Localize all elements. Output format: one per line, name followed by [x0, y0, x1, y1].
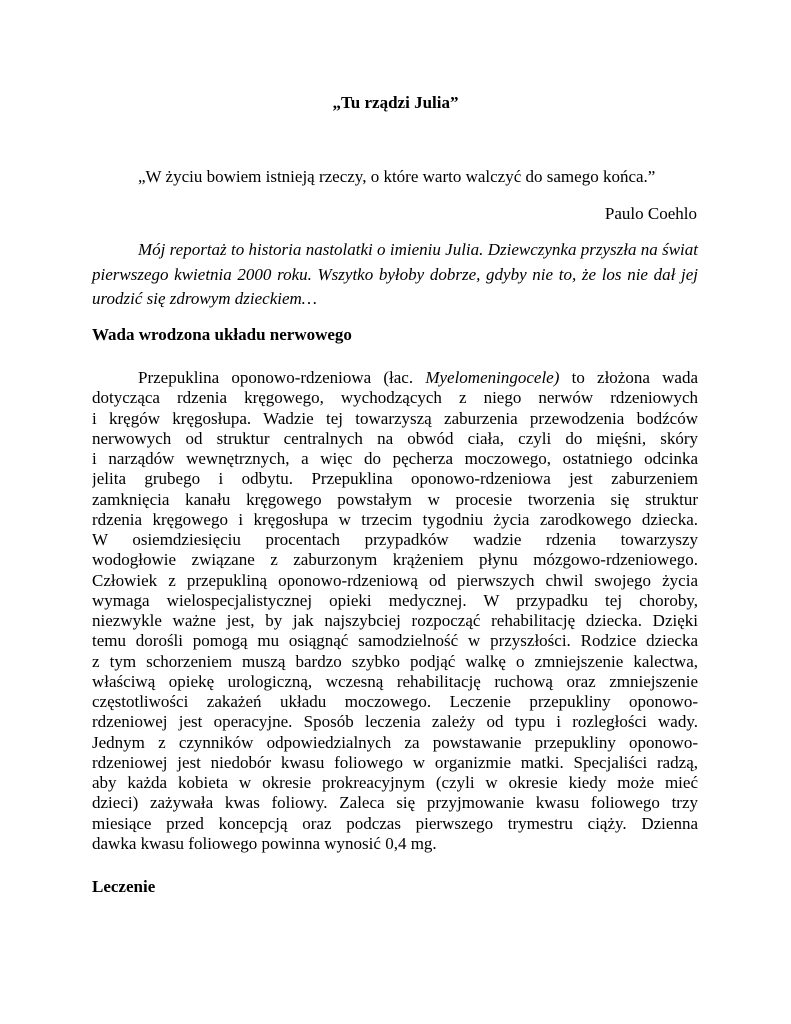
body-line: właściwą opiekę urologiczną, wczesną rehabilitację ruchową oraz zmniejszenie	[92, 671, 698, 691]
epigraph-quote: „W życiu bowiem istnieją rzeczy, o które warto walczyć do samego końca.”	[138, 167, 656, 186]
page-title: „Tu rządzi Julia”	[332, 93, 459, 112]
latin-term: Myelomeningocele)	[425, 368, 560, 387]
section-heading-birth-defect: Wada wrodzona układu nerwowego	[92, 325, 352, 344]
body-line: Jednym z czynników odpowiedzialnych za powstawanie przepukliny oponowo-	[92, 732, 698, 752]
body-line: Człowiek z przepukliną oponowo-rdzeniową od pierwszych chwil swojego życia	[92, 570, 698, 590]
body-line: aby każda kobieta w okresie prokreacyjnym (czyli w okresie kiedy może mieć	[92, 773, 698, 792]
body-line: dzieci) zażywała kwas foliowy. Zaleca się przyjmowanie kwasu foliowego trzy	[92, 793, 698, 813]
body-line: zamknięcia kanału kręgowego powstałym w procesie tworzenia się struktur	[92, 489, 698, 509]
body-line: dotycząca rdzenia kręgowego, wychodzących z niego nerwów rdzeniowych	[92, 388, 698, 408]
body-paragraph	[92, 368, 698, 854]
body-line: miesiące przed koncepcją oraz podczas pierwszego trymestru ciąży. Dzienna	[92, 813, 698, 833]
body-line: z tym schorzeniem muszą bardzo szybko podjąć walkę o zmniejszenie kalectwa,	[92, 651, 698, 671]
body-line: i narządów wewnętrznych, a więc do pęcherza moczowego, ostatniego odcinka	[92, 449, 698, 468]
epigraph-author: Paulo Coehlo	[604, 204, 697, 223]
body-line: temu dorośli pomogą mu osiągnąć samodzielność w przyszłości. Rodzice dziecka	[92, 631, 698, 651]
body-line: rdzeniowej jest operacyjne. Sposób leczenia zależy od typu i rozległości wady.	[92, 712, 698, 732]
intro-paragraph: Mój reportaż to historia nastolatki o imieniu Julia. Dziewczynka przyszła na świat pierwszego kwietnia 2000 roku. Wszytko byłoby dobrze, gdyby nie to, że los nie dał jej urodzić się zdrowym dzieckiem…	[92, 240, 698, 308]
body-line: rdzenia kręgowego i kręgosłupa w trzecim tygodniu życia zarodkowego dziecka.	[92, 509, 698, 529]
body-line: niezwykle ważne jest, by jak najszybciej rozpocząć rehabilitację dziecka. Dzięki	[92, 611, 698, 630]
body-line: W osiemdziesięciu procentach przypadków wadzie rdzenia towarzyszy	[92, 530, 698, 549]
body-line: częstotliwości zakażeń układu moczowego. Leczenie przepukliny oponowo-	[92, 692, 698, 711]
section-heading-treatment: Leczenie	[92, 877, 156, 896]
body-line: rdzeniowej jest niedobór kwasu foliowego w organizmie matki. Specjaliści radzą,	[92, 752, 698, 772]
body-line: nerwowych od struktur centralnych na obwód ciała, czyli do mięśni, skóry	[92, 428, 698, 448]
body-line	[92, 368, 698, 388]
body-line: wodogłowie związane z zaburzonym krążeniem płynu mózgowo-rdzeniowego.	[92, 550, 698, 570]
body-line-end: to złożona wada	[559, 368, 698, 387]
body-line: wymaga wielospecjalistycznej opieki medycznej. W przypadku tej choroby,	[92, 590, 698, 610]
body-line: dawka kwasu foliowego powinna wynosić 0,4 mg.	[92, 833, 437, 853]
body-line: jelita grubego i odbytu. Przepuklina oponowo-rdzeniowa jest zaburzeniem	[92, 469, 698, 489]
body-line: i kręgów kręgosłupa. Wadzie tej towarzyszą zaburzenia przewodzenia bodźców	[92, 408, 698, 428]
body-line-start: Przepuklina oponowo-rdzeniowa (łac.	[138, 368, 426, 387]
